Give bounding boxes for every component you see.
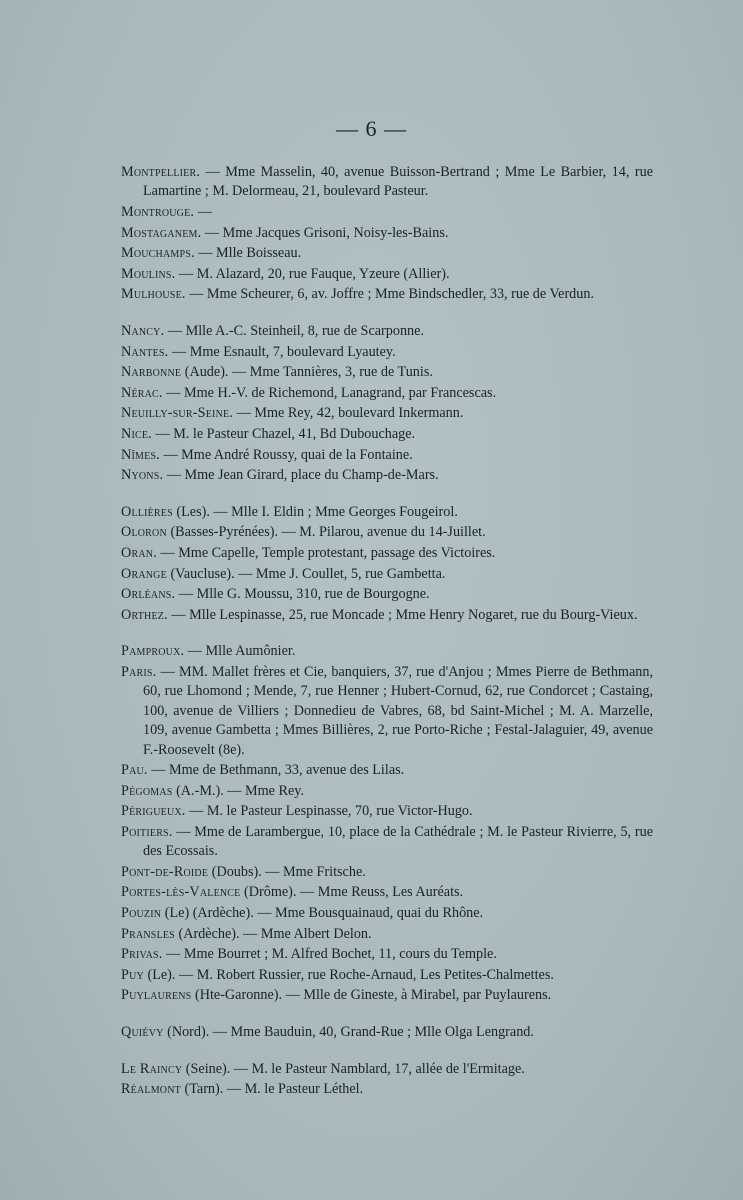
- entry-details: (Hte-Garonne). — Mlle de Gineste, à Mirabel, par Puylaurens.: [191, 987, 552, 1004]
- city-name: Neuilly-sur-Seine.: [121, 405, 234, 422]
- group-separator: [121, 306, 653, 322]
- entry-details: — Mme Jacques Grisoni, Noisy-les-Bains.: [201, 224, 449, 241]
- directory-entry: [121, 782, 653, 801]
- directory-entry: [121, 523, 653, 542]
- entry-details: — Mme Scheurer, 6, av. Joffre ; Mme Bindschedler, 33, rue de Verdun.: [185, 286, 594, 303]
- directory-entry: [121, 565, 653, 584]
- city-name: Narbonne: [121, 364, 182, 381]
- entry-details: — Mlle Aumônier.: [184, 643, 296, 660]
- group-separator: [121, 626, 653, 642]
- directory-entry: [121, 363, 653, 382]
- entry-details: (Aude). — Mme Tannières, 3, rue de Tunis.: [181, 364, 433, 381]
- entry-details: — Mlle Boisseau.: [194, 245, 302, 262]
- entry-details: — Mme Jean Girard, place du Champ-de-Mars.: [163, 467, 439, 484]
- directory-entry: [121, 163, 653, 202]
- directory-entry: [121, 761, 653, 780]
- entry-details: (Le) (Ardèche). — Mme Bousquainaud, quai du Rhône.: [161, 905, 484, 922]
- entry-details: — Mme André Roussy, quai de la Fontaine.: [159, 446, 413, 463]
- city-name: Mostaganem.: [121, 224, 202, 241]
- city-name: Pamproux.: [121, 643, 185, 660]
- entry-details: — Mme de Bethmann, 33, avenue des Lilas.: [147, 762, 405, 779]
- directory-entry: [121, 585, 653, 604]
- directory-entry: [121, 446, 653, 465]
- entry-details: — MM. Mallet frères et Cie, banquiers, 37, rue d'Anjou ; Mmes Pierre de Bethmann, 60, rue Lhomond ; Mende, 7, rue Henner ; Hubert-Cornud, 62, rue Condorcet ; Castaing, 100, avenue de Villiers ; Donnedieu de Vabres, 68, bd Saint-Michel ; M. A. Marzelle, 109, avenue Gambetta ; Mmes Billières, 2, rue Porto-Riche ; Festal-Jalaguier, 49, avenue F.-Roosevelt (8e).: [143, 663, 653, 758]
- city-name: Pransles: [121, 925, 175, 942]
- city-name: Pont-de-Roide: [121, 863, 209, 880]
- entry-details: — Mme Rey, 42, boulevard Inkermann.: [233, 405, 464, 422]
- directory-entry: [121, 802, 653, 821]
- city-name: Pau.: [121, 762, 148, 779]
- entry-details: (Nord). — Mme Bauduin, 40, Grand-Rue ; Mlle Olga Lengrand.: [163, 1024, 534, 1041]
- city-name: Oran.: [121, 544, 157, 561]
- entry-details: (Vaucluse). — Mme J. Coullet, 5, rue Gambetta.: [166, 565, 446, 582]
- city-name: Mouchamps.: [121, 245, 195, 262]
- city-name: Nîmes.: [121, 446, 160, 463]
- directory-entry: [121, 1060, 653, 1079]
- group-separator: [121, 487, 653, 503]
- directory-entry: [121, 404, 653, 423]
- directory-entry: [121, 1080, 653, 1099]
- directory-entry: [121, 544, 653, 563]
- directory-entry: [121, 1023, 653, 1042]
- city-name: Périgueux.: [121, 803, 186, 820]
- city-name: Pouzin: [121, 905, 162, 922]
- directory-entry: [121, 224, 653, 243]
- city-name: Nérac.: [121, 384, 163, 401]
- city-name: Montpellier.: [121, 164, 201, 180]
- entry-details: — Mme H.-V. de Richemond, Lanagrand, par Francescas.: [162, 384, 497, 401]
- city-name: Portes-lès-Valence: [121, 884, 241, 901]
- directory-entry: [121, 285, 653, 304]
- entry-details: — Mme Esnault, 7, boulevard Lyautey.: [168, 343, 396, 360]
- directory-entry: [121, 823, 653, 862]
- entry-details: — Mme de Larambergue, 10, place de la Cathédrale ; M. le Pasteur Rivierre, 5, rue des Ecossais.: [143, 823, 653, 860]
- entry-details: (Les). — Mlle I. Eldin ; Mme Georges Fougeirol.: [172, 503, 458, 520]
- directory-entry: [121, 945, 653, 964]
- group-separator: [121, 1007, 653, 1023]
- entry-details: — Mme Capelle, Temple protestant, passage des Victoires.: [156, 544, 496, 561]
- city-name: Paris.: [121, 663, 157, 680]
- entry-details: — Mlle A.-C. Steinheil, 8, rue de Scarponne.: [164, 322, 424, 339]
- city-name: Quiévy: [121, 1024, 164, 1041]
- entry-details: — M. le Pasteur Chazel, 41, Bd Dubouchage.: [151, 425, 416, 442]
- directory-list: [121, 163, 653, 1101]
- city-name: Poitiers.: [121, 823, 173, 840]
- city-name: Nantes.: [121, 343, 169, 360]
- page-number: — 6 —: [336, 116, 407, 141]
- directory-entry: [121, 966, 653, 985]
- city-name: Pégomas: [121, 782, 173, 799]
- city-name: Moulins.: [121, 265, 176, 282]
- city-name: Ollières: [121, 503, 173, 520]
- city-name: Orange: [121, 565, 167, 582]
- entry-details: (A.-M.). — Mme Rey.: [172, 782, 305, 799]
- city-name: Privas.: [121, 946, 163, 963]
- directory-entry: [121, 642, 653, 661]
- city-name: Puylaurens: [121, 987, 192, 1004]
- directory-entry: [121, 425, 653, 444]
- city-name: Réalmont: [121, 1081, 181, 1098]
- entry-details: — Mlle Lespinasse, 25, rue Moncade ; Mme Henry Nogaret, rue du Bourg-Vieux.: [167, 606, 638, 623]
- directory-entry: [121, 986, 653, 1005]
- directory-entry: [121, 265, 653, 284]
- directory-entry: [121, 384, 653, 403]
- entry-details: — Mme Bourret ; M. Alfred Bochet, 11, cours du Temple.: [162, 946, 497, 963]
- directory-entry: [121, 466, 653, 485]
- directory-entry: [121, 883, 653, 902]
- entry-details: (Seine). — M. le Pasteur Namblard, 17, allée de l'Ermitage.: [182, 1060, 525, 1077]
- directory-entry: [121, 322, 653, 341]
- entry-details: — Mme Masselin, 40, avenue Buisson-Bertrand ; Mme Le Barbier, 14, rue Lamartine ; M. Delormeau, 21, boulevard Pasteur.: [143, 164, 653, 200]
- directory-entry: [121, 244, 653, 263]
- entry-details: (Ardèche). — Mme Albert Delon.: [174, 925, 372, 942]
- directory-entry: [121, 904, 653, 923]
- city-name: Oloron: [121, 524, 167, 541]
- city-name: Nyons.: [121, 467, 164, 484]
- entry-details: — M. le Pasteur Lespinasse, 70, rue Victor-Hugo.: [185, 803, 473, 820]
- directory-entry: [121, 503, 653, 522]
- entry-details: —: [194, 204, 212, 220]
- entry-details: (Le). — M. Robert Russier, rue Roche-Arnaud, Les Petites-Chalmettes.: [143, 966, 554, 983]
- city-name: Orthez.: [121, 606, 168, 623]
- city-name: Orléans.: [121, 586, 176, 603]
- directory-entry: [121, 343, 653, 362]
- directory-entry: [121, 663, 653, 760]
- group-separator: [121, 1044, 653, 1060]
- entry-details: — Mlle G. Moussu, 310, rue de Bourgogne.: [175, 586, 430, 603]
- city-name: Puy: [121, 966, 144, 983]
- city-name: Nancy.: [121, 322, 165, 339]
- entry-details: (Doubs). — Mme Fritsche.: [208, 863, 366, 880]
- entry-details: — M. Alazard, 20, rue Fauque, Yzeure (Allier).: [175, 265, 450, 282]
- directory-entry: [121, 925, 653, 944]
- entry-details: (Basses-Pyrénées). — M. Pilarou, avenue du 14-Juillet.: [166, 524, 486, 541]
- entry-details: (Tarn). — M. le Pasteur Léthel.: [180, 1081, 364, 1098]
- directory-entry: [121, 863, 653, 882]
- city-name: Montrouge.: [121, 204, 195, 220]
- directory-entry: [121, 606, 653, 625]
- city-name: Le Raincy: [121, 1060, 183, 1077]
- directory-entry: [121, 203, 653, 222]
- city-name: Mulhouse.: [121, 286, 186, 303]
- entry-details: (Drôme). — Mme Reuss, Les Auréats.: [240, 884, 464, 901]
- city-name: Nice.: [121, 425, 152, 442]
